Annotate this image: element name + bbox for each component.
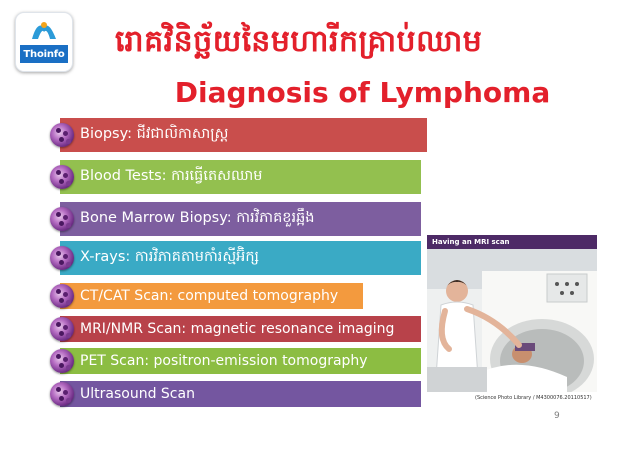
list-item-mri-scan xyxy=(60,316,421,342)
bullet-icon xyxy=(50,165,74,189)
list-item-label: Ultrasound Scan xyxy=(80,386,195,402)
bullet-icon xyxy=(50,349,74,373)
english-title-text: Diagnosis of Lymphoma xyxy=(174,76,551,109)
thoinfo-logo xyxy=(15,12,73,72)
list-item-label: PET Scan: positron-emission tomography xyxy=(80,353,368,369)
list-item-label: Bone Marrow Biopsy: ការវិភាគខួរឆ្អឹង xyxy=(80,209,315,226)
bullet-icon xyxy=(50,246,74,270)
bullet-icon xyxy=(50,284,74,308)
photo-caption: Having an MRI scan xyxy=(427,235,597,249)
bullet-icon xyxy=(50,317,74,341)
list-item-blood-tests xyxy=(60,160,421,194)
mri-machine-illustration xyxy=(427,249,597,392)
english-title xyxy=(0,76,640,109)
list-item-label: MRI/NMR Scan: magnetic resonance imaging xyxy=(80,321,395,337)
list-item-label: Blood Tests: ការធ្វើតេសឈាម xyxy=(80,167,263,184)
list-item-pet-scan xyxy=(60,348,421,374)
list-item-label: X-rays: ការវិភាគតាមកាំរស្មីអ៊ិក្ស xyxy=(80,248,259,265)
bullet-icon xyxy=(50,382,74,406)
khmer-title: រោគវិនិច្ឆ័យនៃមហារីកគ្រាប់ឈាម xyxy=(115,24,483,59)
bullet-icon xyxy=(50,123,74,147)
bullet-icon xyxy=(50,207,74,231)
list-item-label: Biopsy: ជីវជាលិកាសាស្ត្រ xyxy=(80,125,229,142)
list-item-ct-scan xyxy=(60,283,363,309)
list-item-x-rays xyxy=(60,241,421,275)
logo-emblem-icon xyxy=(20,17,68,45)
list-item-bone-marrow-biopsy xyxy=(60,202,421,236)
page-number: 9 xyxy=(554,411,560,421)
photo-credit: (Science Photo Library / M4300076.20110517) xyxy=(475,395,592,401)
list-item-label: CT/CAT Scan: computed tomography xyxy=(80,288,339,304)
list-item-biopsy xyxy=(60,118,427,152)
logo-text: Thoinfo xyxy=(20,45,68,63)
list-item-ultrasound xyxy=(60,381,421,407)
mri-scan-photo xyxy=(427,235,597,392)
